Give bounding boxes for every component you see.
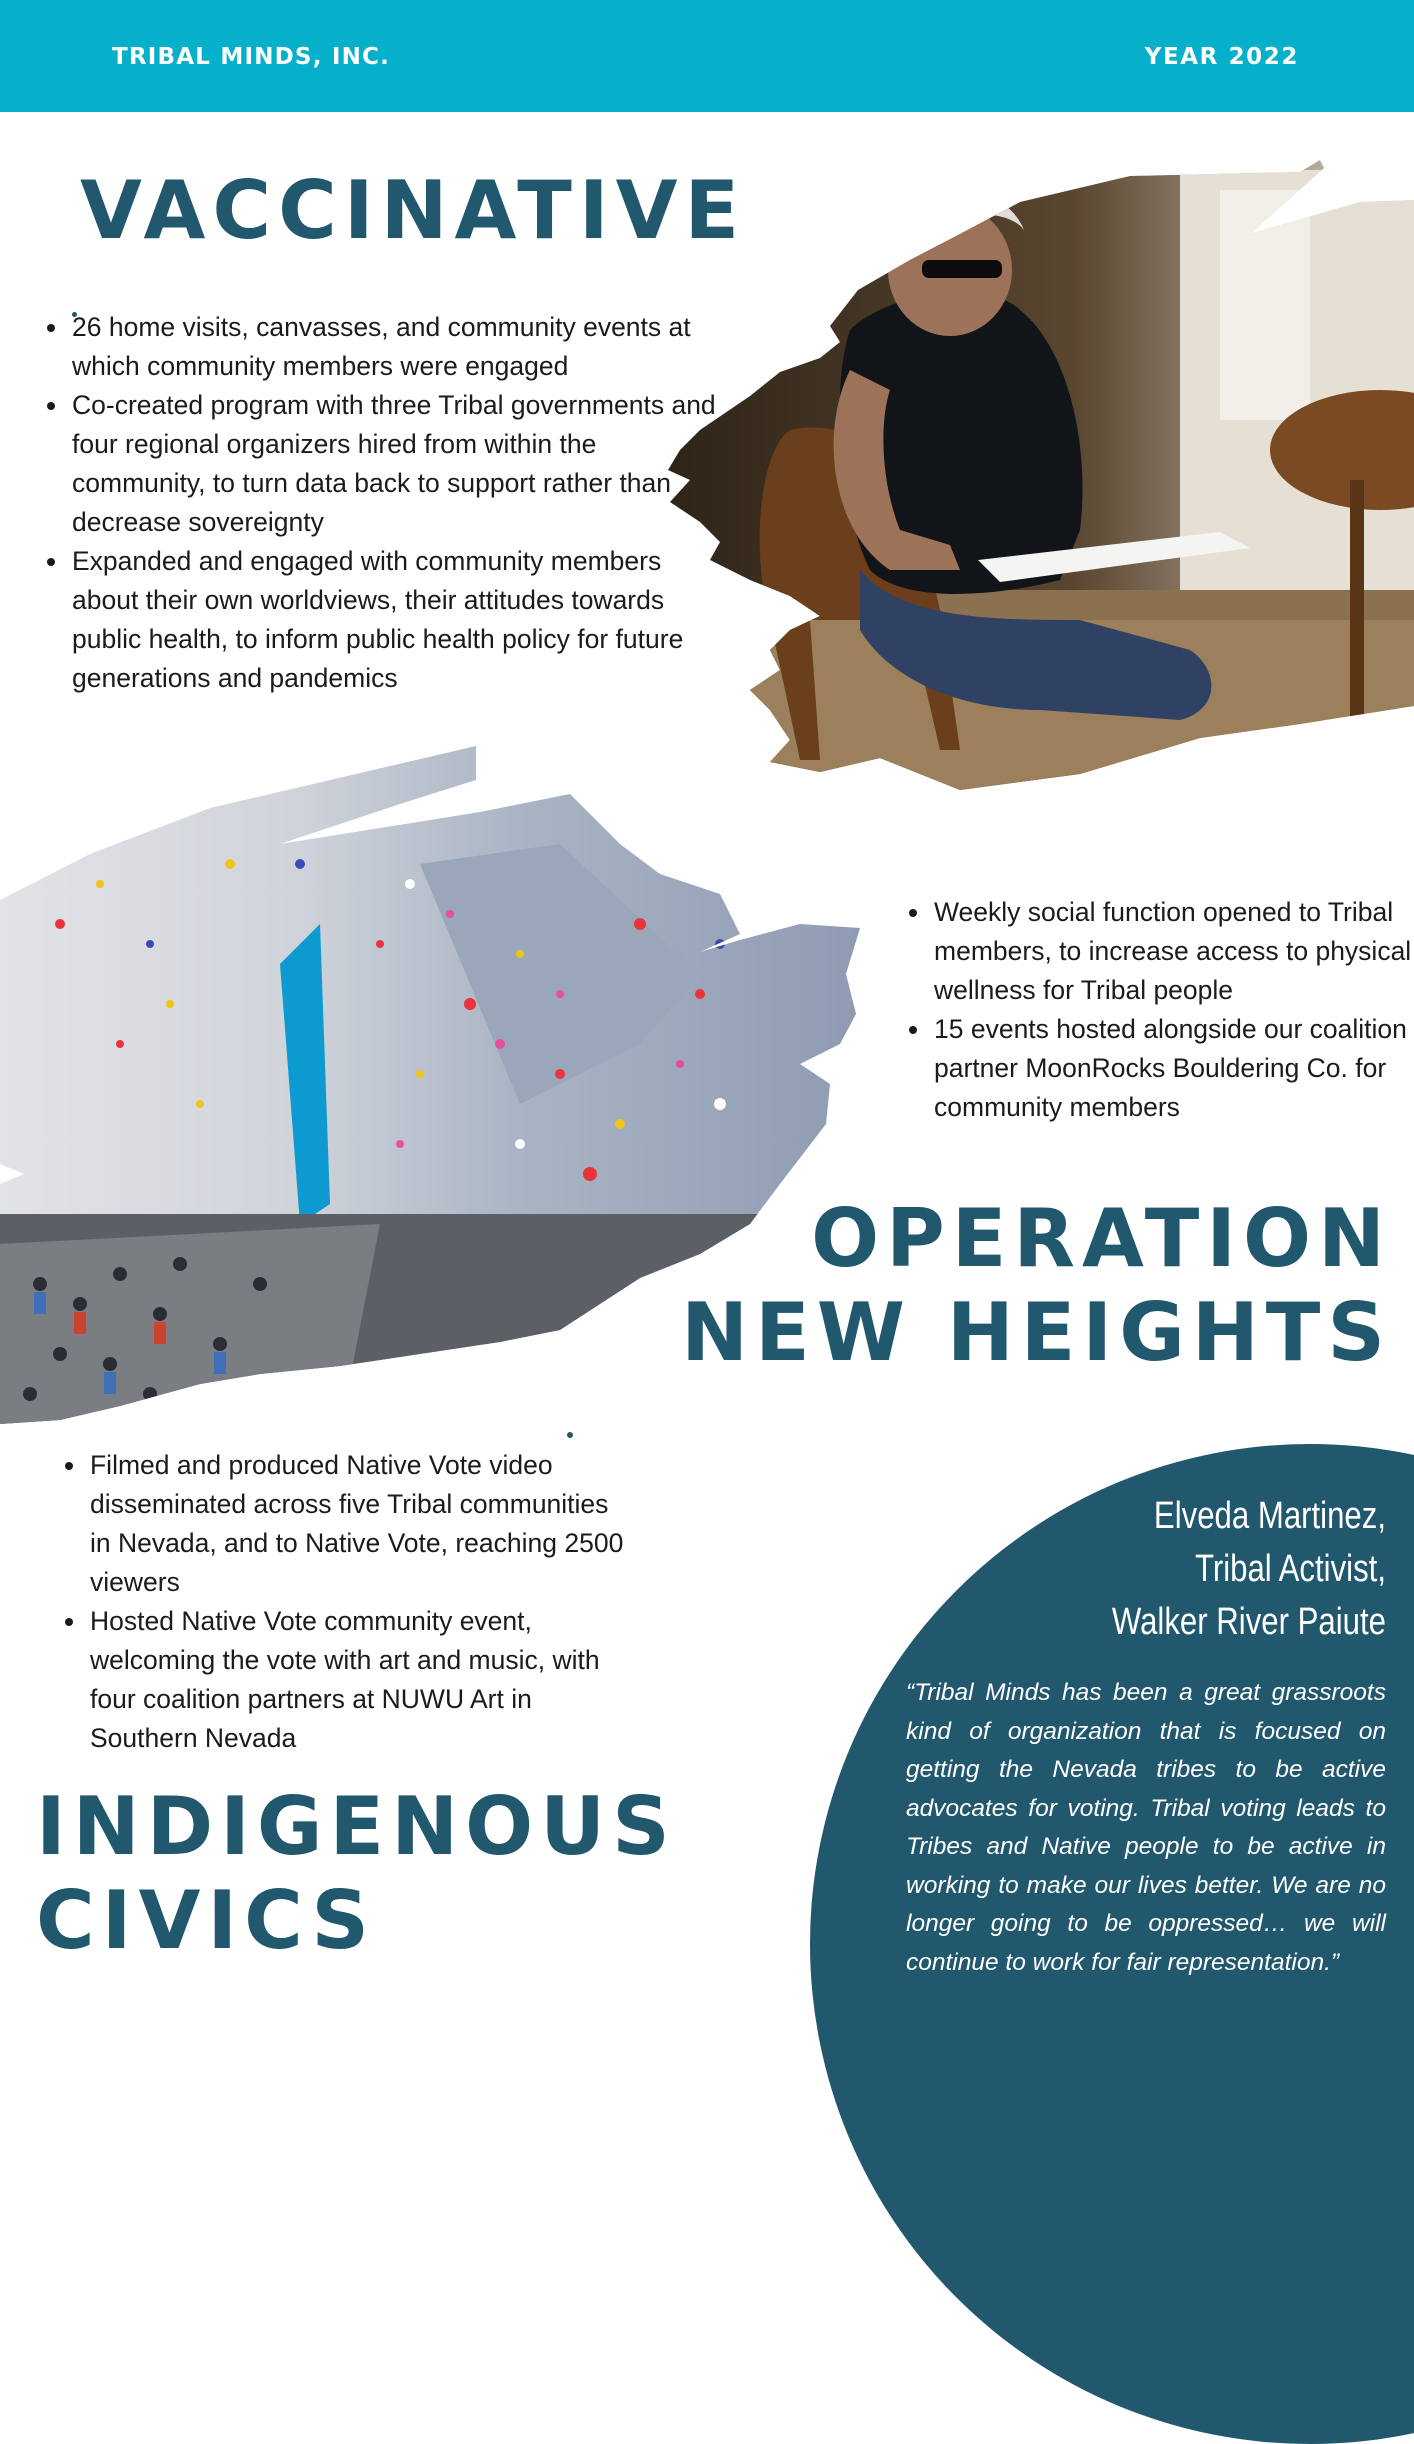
list-item: • 15 events hosted alongside our coalition partner MoonRocks Bouldering Co. for community members [932, 1010, 1414, 1127]
org-name: TRIBAL MINDS, INC. [112, 44, 391, 70]
testimonial-quote: “Tribal Minds has been a great grassroots kind of organization that is focused on getting the Nevada tribes to be active advocates for voting. Tribal voting leads to Tribes and Native people to be active in working to make our lives better. We are no longer going to be oppressed… we will continue to work for fair representation.” [906, 1679, 1386, 1976]
report-year: YEAR 2022 [1144, 44, 1299, 70]
decorative-dot [567, 1432, 573, 1438]
vaccinative-bullet-list [36, 308, 730, 698]
list-item: • Expanded and engaged with community members about their own worldviews, their attitudes towards public health, to inform public health policy for future generations and pandemics [70, 542, 730, 698]
header-bar [0, 0, 1414, 112]
operation-new-heights-bullet-list [898, 893, 1414, 1127]
elder-survey-photo [660, 150, 1414, 820]
testimonial-name: Elveda Martinez, [1153, 1495, 1386, 1537]
list-item: • Hosted Native Vote community event, welcoming the vote with art and music, with four coalition partners at NUWU Art in Southern Nevada [88, 1602, 628, 1758]
testimonial-role: Tribal Activist, [1194, 1548, 1386, 1590]
title-line: CIVICS [36, 1874, 376, 1967]
testimonial-attribution [927, 1490, 1386, 1649]
title-line: OPERATION [811, 1192, 1392, 1285]
testimonial-tribe: Walker River Paiute [1111, 1601, 1386, 1643]
list-item: • Filmed and produced Native Vote video disseminated across five Tribal communities in Nevada, and to Native Vote, reaching 2500 viewers [88, 1446, 628, 1602]
list-item: • Weekly social function opened to Tribal members, to increase access to physical wellness for Tribal people [932, 893, 1414, 1010]
operation-new-heights-title [681, 1192, 1392, 1380]
title-line: INDIGENOUS [36, 1780, 677, 1873]
title-line: NEW HEIGHTS [681, 1286, 1392, 1379]
list-item: • 26 home visits, canvasses, and community events at which community members were engaged [70, 308, 730, 386]
vaccinative-title: VACCINATIVE [80, 164, 747, 257]
indigenous-civics-bullet-list [54, 1446, 628, 1758]
indigenous-civics-title [36, 1780, 677, 1968]
list-item: • Co-created program with three Tribal governments and four regional organizers hired from within the community, to turn data back to support rather than decrease sovereignty [70, 386, 730, 542]
